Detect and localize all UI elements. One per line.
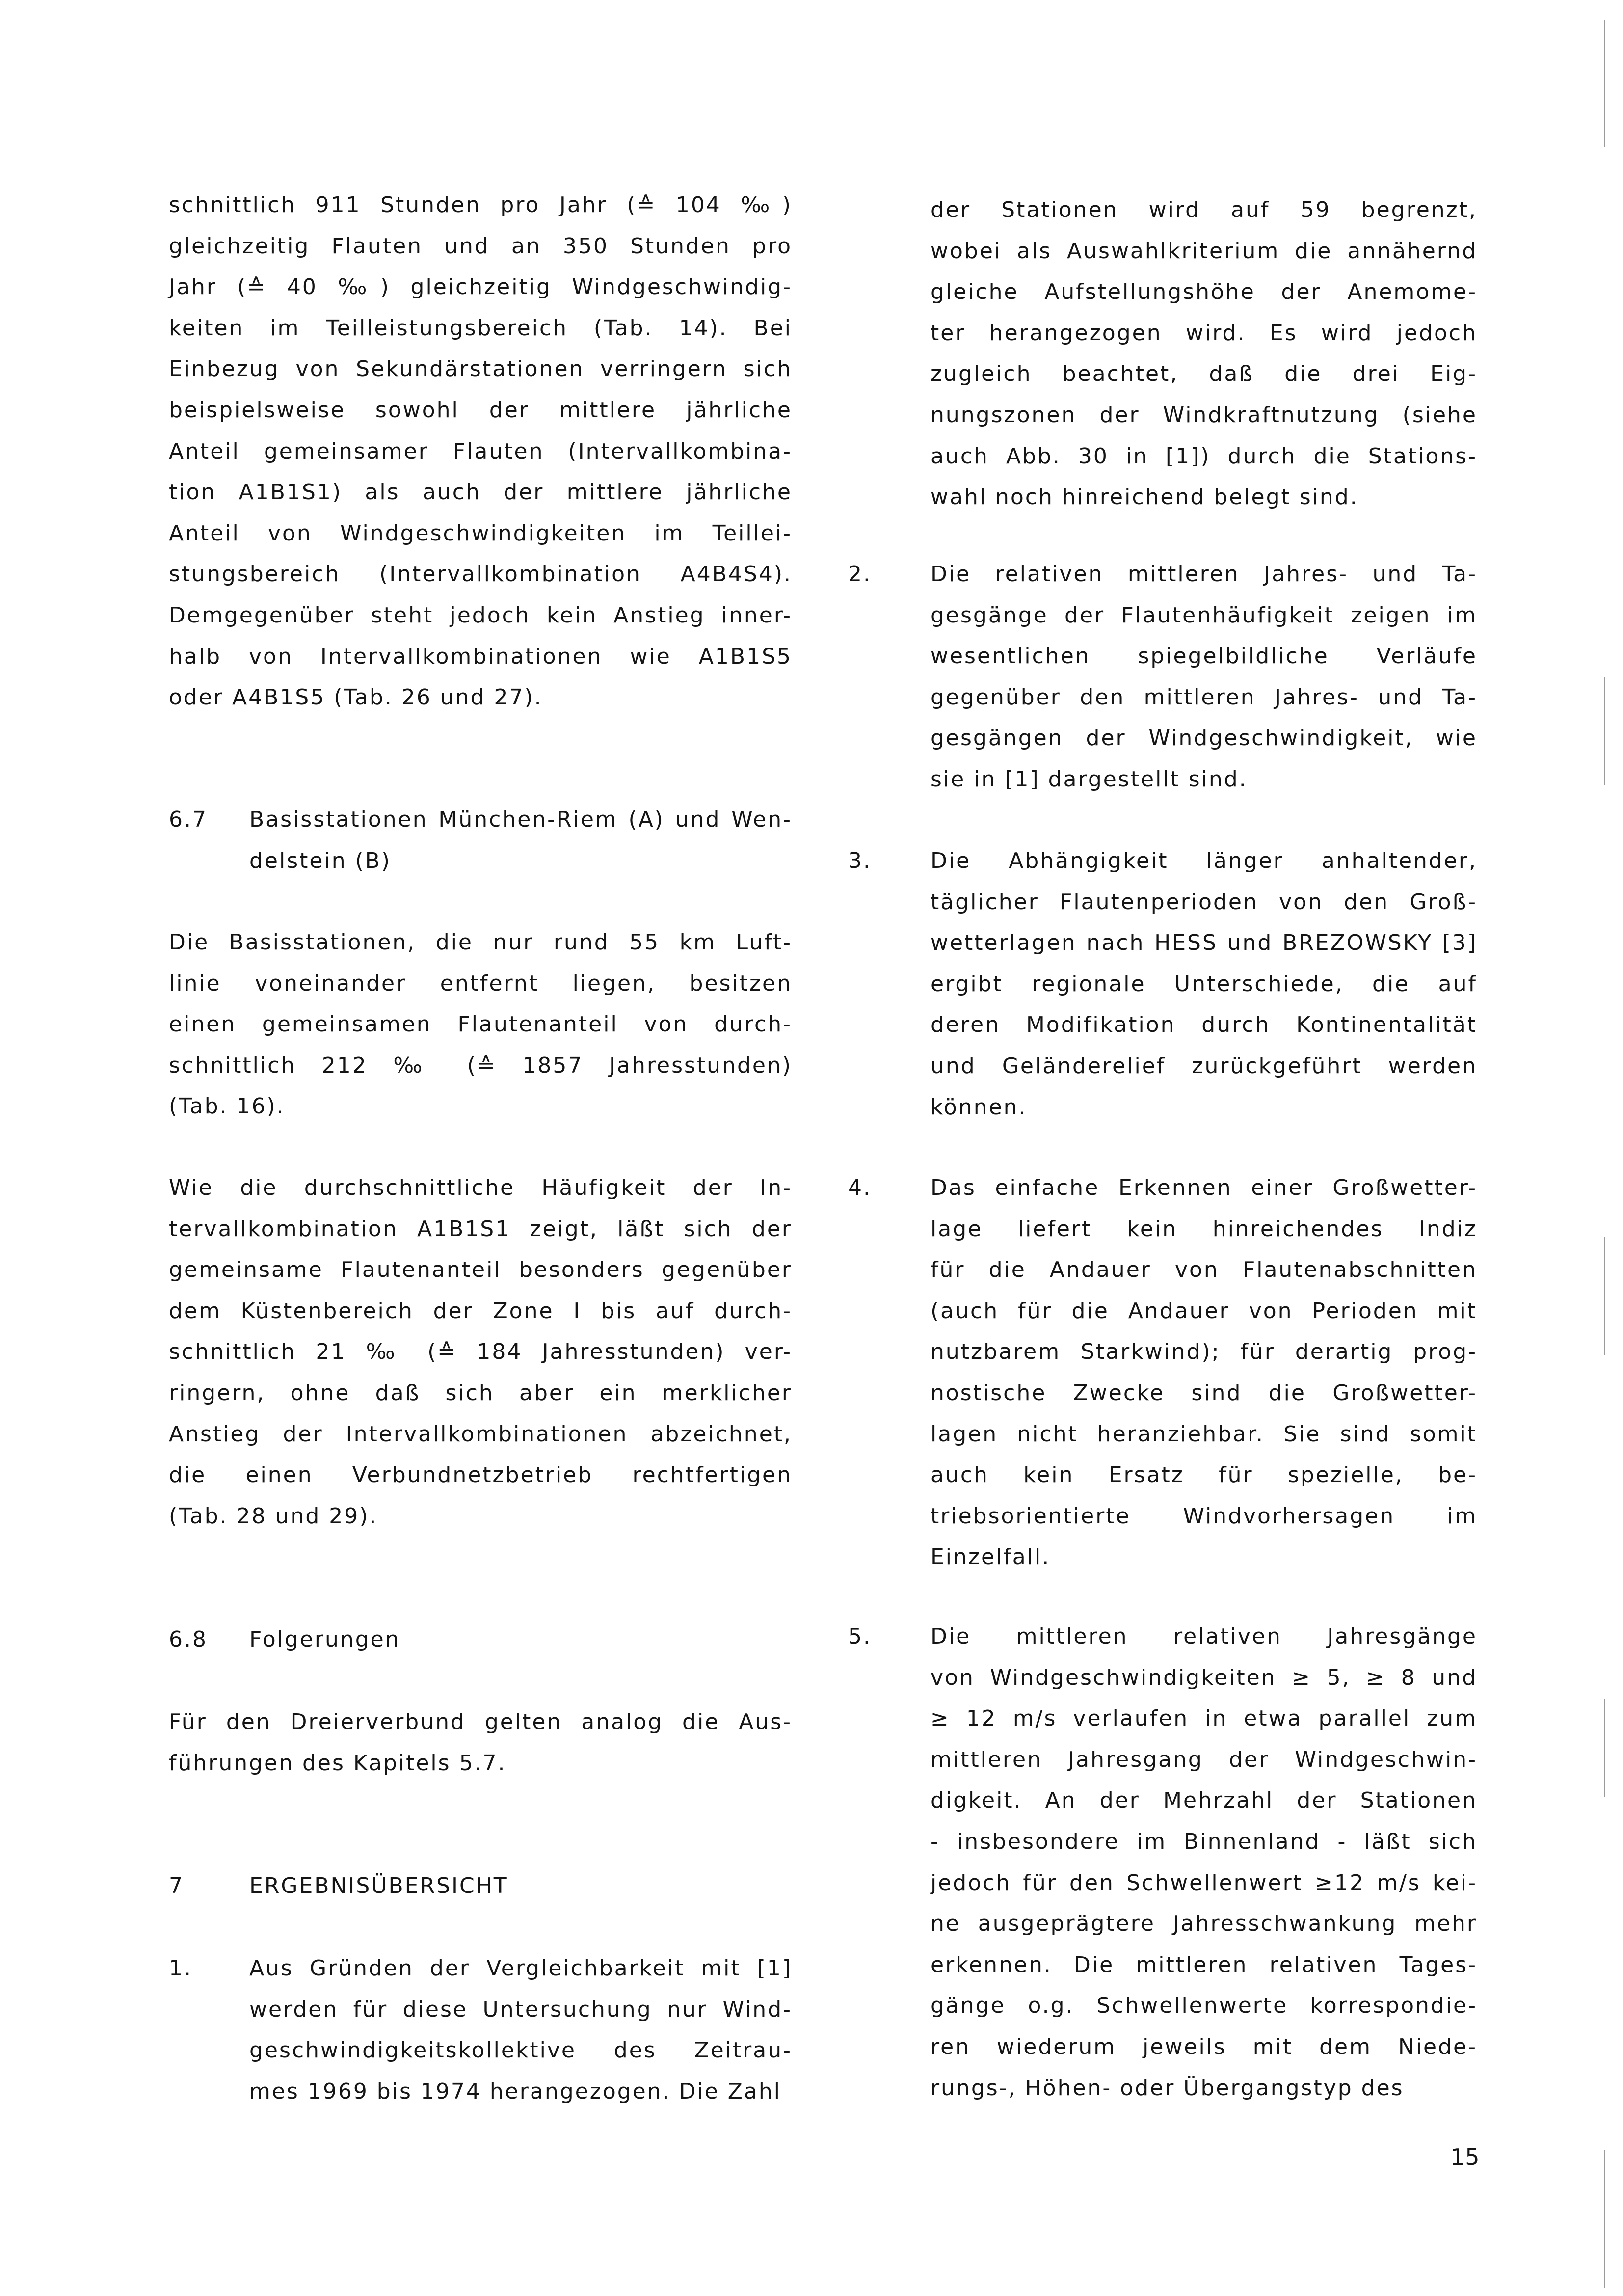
paragraph-line: stungsbereich (Intervallkombination A4B4S4). [169, 562, 792, 587]
paragraph-line: ne ausgeprägtere Jahresschwankung mehr [931, 1911, 1477, 1936]
paragraph-line: Wie die durchschnittliche Häufigkeit der In- [169, 1175, 792, 1200]
paragraph-line: täglicher Flautenperioden von den Groß- [931, 890, 1477, 915]
section-heading: ERGEBNISÜBERSICHT [249, 1873, 508, 1898]
paragraph-line: keiten im Teilleistungsbereich (Tab. 14). Bei [169, 316, 792, 341]
paragraph-line: führungen des Kapitels 5.7. [169, 1751, 506, 1776]
paragraph-line: mittleren Jahresgang der Windgeschwin- [931, 1747, 1477, 1772]
paragraph-line: schnittlich 21 ‰ (≙ 184 Jahresstunden) ver- [169, 1339, 792, 1364]
paragraph-line: jedoch für den Schwellenwert ≥12 m/s kei- [931, 1870, 1477, 1895]
paragraph-line: Die mittleren relativen Jahresgänge [931, 1624, 1477, 1649]
paragraph-line: gleichzeitig Flauten und an 350 Stunden pro [169, 234, 792, 259]
paragraph-line: lagen nicht heranziehbar. Sie sind somit [931, 1422, 1477, 1447]
paragraph-line: beispielsweise sowohl der mittlere jährliche [169, 398, 792, 423]
paragraph-line: der Stationen wird auf 59 begrenzt, [931, 197, 1477, 222]
paragraph-line: (Tab. 28 und 29). [169, 1504, 378, 1529]
paragraph-line: nutzbarem Starkwind); für derartig prog- [931, 1339, 1477, 1364]
paragraph-line: ren wiederum jeweils mit dem Niede- [931, 2034, 1477, 2059]
paragraph-line: die einen Verbundnetzbetrieb rechtfertigen [169, 1462, 792, 1487]
list-item-number: 2. [848, 562, 872, 587]
paragraph-line: ter herangezogen wird. Es wird jedoch [931, 321, 1477, 346]
paragraph-line: Demgegenüber steht jedoch kein Anstieg inner- [169, 603, 792, 628]
paragraph-line: werden für diese Untersuchung nur Wind- [249, 1997, 792, 2022]
paragraph-line: ringern, ohne daß sich aber ein merklicher [169, 1380, 792, 1405]
paragraph-line: einen gemeinsamen Flautenanteil von durch- [169, 1012, 792, 1037]
paragraph-line: (auch für die Andauer von Perioden mit [931, 1298, 1477, 1324]
list-item-number: 4. [848, 1175, 872, 1200]
paragraph-line: Anteil gemeinsamer Flauten (Intervallkombina- [169, 439, 792, 464]
paragraph-line: tion A1B1S1) als auch der mittlere jährliche [169, 480, 792, 505]
paragraph-line: und Geländerelief zurückgeführt werden [931, 1053, 1477, 1079]
paragraph-line: Anstieg der Intervallkombinationen abzeichnet, [169, 1422, 792, 1447]
paragraph-line: nungszonen der Windkraftnutzung (siehe [931, 403, 1477, 428]
paragraph-line: wesentlichen spiegelbildliche Verläufe [931, 644, 1477, 669]
paragraph-line: tervallkombination A1B1S1 zeigt, läßt sich der [169, 1216, 792, 1242]
paragraph-line: erkennen. Die mittleren relativen Tages- [931, 1952, 1477, 1977]
paragraph-line: Die Abhängigkeit länger anhaltender, [931, 848, 1477, 873]
paragraph-line: oder A4B1S5 (Tab. 26 und 27). [169, 685, 543, 710]
list-item-number: 3. [848, 848, 872, 873]
paragraph-line: dem Küstenbereich der Zone I bis auf durch- [169, 1298, 792, 1324]
paragraph-line: halb von Intervallkombinationen wie A1B1S5 [169, 644, 792, 669]
paragraph-line: - insbesondere im Binnenland - läßt sich [931, 1829, 1477, 1854]
paragraph-line: zugleich beachtet, daß die drei Eig- [931, 361, 1477, 386]
paragraph-line: deren Modifikation durch Kontinentalität [931, 1012, 1477, 1037]
page-number: 15 [1450, 2144, 1480, 2170]
paragraph-line: gegenüber den mittleren Jahres- und Ta- [931, 685, 1477, 710]
paragraph-line: ergibt regionale Unterschiede, die auf [931, 972, 1477, 997]
paragraph-line: gesgänge der Flautenhäufigkeit zeigen im [931, 603, 1477, 628]
paragraph-line: mes 1969 bis 1974 herangezogen. Die Zahl [249, 2079, 781, 2104]
section-heading: Folgerungen [249, 1627, 400, 1652]
paragraph-line: triebsorientierte Windvorhersagen im [931, 1504, 1477, 1529]
paragraph-line: auch Abb. 30 in [1]) durch die Stations- [931, 444, 1477, 469]
paragraph-line: Jahr (≙ 40 ‰) gleichzeitig Windgeschwindig- [169, 274, 792, 299]
list-item-number: 5. [848, 1624, 872, 1649]
paragraph-line: geschwindigkeitskollektive des Zeitrau- [249, 2038, 792, 2063]
paragraph-line: (Tab. 16). [169, 1094, 285, 1119]
paragraph-line: auch kein Ersatz für spezielle, be- [931, 1462, 1477, 1487]
paragraph-line: digkeit. An der Mehrzahl der Stationen [931, 1788, 1477, 1813]
paragraph-line: gänge o.g. Schwellenwerte korrespondie- [931, 1993, 1477, 2018]
paragraph-line: ≥ 12 m/s verlaufen in etwa parallel zum [931, 1706, 1477, 1731]
paragraph-line: Einbezug von Sekundärstationen verringern sich [169, 356, 792, 381]
section-number: 6.7 [169, 807, 208, 832]
paragraph-line: sie in [1] dargestellt sind. [931, 767, 1248, 792]
paragraph-line: Das einfache Erkennen einer Großwetter- [931, 1175, 1477, 1200]
paragraph-line: Die relativen mittleren Jahres- und Ta- [931, 562, 1477, 587]
section-number: 6.8 [169, 1627, 208, 1652]
list-item-number: 1. [169, 1956, 192, 1981]
paragraph-line: gemeinsame Flautenanteil besonders gegenüber [169, 1257, 792, 1282]
section-number: 7 [169, 1873, 184, 1898]
paragraph-line: linie voneinander entfernt liegen, besitzen [169, 971, 792, 996]
paragraph-line: gesgängen der Windgeschwindigkeit, wie [931, 726, 1477, 751]
paragraph-line: von Windgeschwindigkeiten ≥ 5, ≥ 8 und [931, 1665, 1477, 1690]
paragraph-line: wahl noch hinreichend belegt sind. [931, 485, 1358, 510]
paragraph-line: Aus Gründen der Vergleichbarkeit mit [1] [249, 1956, 792, 1981]
paragraph-line: lage liefert kein hinreichendes Indiz [931, 1216, 1477, 1242]
paragraph-line: wetterlagen nach HESS und BREZOWSKY [3] [931, 930, 1477, 955]
paragraph-line: Einzelfall. [931, 1544, 1051, 1569]
paragraph-line: Anteil von Windgeschwindigkeiten im Teillei- [169, 521, 792, 546]
paragraph-line: nostische Zwecke sind die Großwetter- [931, 1380, 1477, 1405]
scan-edge-mark [1604, 20, 1605, 147]
section-heading: delstein (B) [249, 848, 392, 873]
scan-edge-mark [1604, 1237, 1605, 1355]
paragraph-line: gleiche Aufstellungshöhe der Anemome- [931, 279, 1477, 304]
paragraph-line: wobei als Auswahlkriterium die annähernd [931, 239, 1477, 264]
paragraph-line: schnittlich 212 ‰ (≙ 1857 Jahresstunden) [169, 1053, 792, 1078]
paragraph-line: rungs-, Höhen- oder Übergangstyp des [931, 2076, 1404, 2101]
paragraph-line: für die Andauer von Flautenabschnitten [931, 1257, 1477, 1282]
scan-edge-mark [1604, 1699, 1605, 1797]
section-heading: Basisstationen München-Riem (A) und Wen- [249, 807, 792, 832]
paragraph-line: schnittlich 911 Stunden pro Jahr (≙ 104 ‰) [169, 192, 792, 217]
scan-edge-mark [1604, 2150, 1605, 2288]
paragraph-line: können. [931, 1095, 1027, 1120]
paragraph-line: Die Basisstationen, die nur rund 55 km Luft- [169, 930, 792, 955]
scan-edge-mark [1604, 677, 1605, 785]
paragraph-line: Für den Dreierverbund gelten analog die Aus- [169, 1709, 792, 1734]
